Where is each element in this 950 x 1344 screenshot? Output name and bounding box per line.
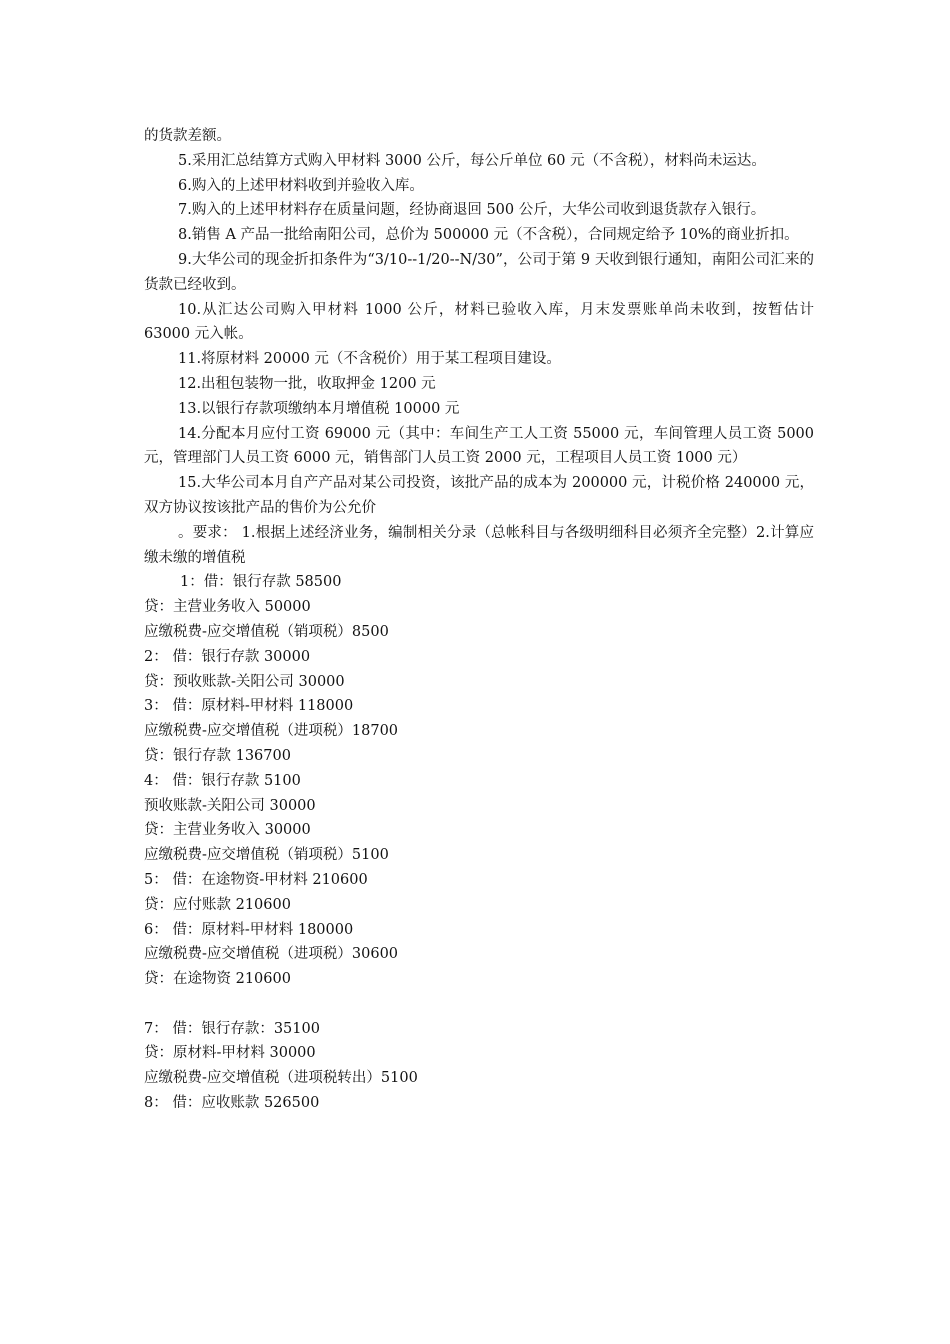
text-line: 贷：主营业务收入 30000 [144,822,311,839]
text-line: 15.大华公司本月自产产品对某公司投资，该批产品的成本为 200000 元，计税价格 240000 元，双方协议按该批产品的售价为公允价 [144,475,814,516]
text-line: 应缴税费-应交增值税（销项税）5100 [144,847,389,864]
text-line: 13.以银行存款项缴纳本月增值税 10000 元 [178,400,460,417]
text-line: 3： 借：原材料-甲材料 118000 [144,698,354,715]
text-line: 11.将原材料 20000 元（不含税价）用于某工程项目建设。 [178,351,561,368]
text-line: 应缴税费-应交增值税（进项税）30600 [144,946,399,963]
text-line: 6.购入的上述甲材料收到并验收入库。 [178,177,424,194]
text-line: 8： 借：应收账款 526500 [144,1095,320,1112]
text-line: 7： 借：银行存款：35100 [144,1020,320,1037]
document-page [144,124,814,1116]
text-line: 12.出租包装物一批，收取押金 1200 元 [178,375,436,392]
text-line: 9.大华公司的现金折扣条件为“3/10--1/20--N/30”，公司于第 9 天收到银行通知，南阳公司汇来的货款已经收到。 [144,251,814,293]
text-line: 6： 借：原材料-甲材料 180000 [144,921,354,938]
text-line: 应缴税费-应交增值税（进项税转出）5100 [144,1070,418,1087]
text-line: 2： 借：银行存款 30000 [144,648,311,665]
text-line: 贷：在途物资 210600 [144,971,291,988]
text-line: 贷：主营业务收入 50000 [144,599,311,616]
text-line: 1：借：银行存款 58500 [180,574,342,591]
text-line: 8.销售 A 产品一批给南阳公司，总价为 500000 元（不含税），合同规定给予 10%的商业折扣。 [178,227,799,244]
text-line: 应缴税费-应交增值税（销项税）8500 [144,623,389,640]
text-line: 7.购入的上述甲材料存在质量问题，经协商退回 500 公斤，大华公司收到退货款存入银行。 [178,202,766,219]
text-line: 预收账款-关阳公司 30000 [144,797,316,814]
text-line: 贷：银行存款 136700 [144,747,291,764]
text-line: 贷：预收账款-关阳公司 30000 [144,673,345,690]
text-line: 贷：应付账款 210600 [144,896,291,913]
text-line: 5： 借：在途物资-甲材料 210600 [144,871,368,888]
blank-line [144,992,814,1017]
text-line: 4： 借：银行存款 5100 [144,772,301,789]
text-line: 应缴税费-应交增值税（进项税）18700 [144,723,399,740]
text-line: 贷：原材料-甲材料 30000 [144,1045,316,1062]
text-line: 。要求： 1.根据上述经济业务，编制相关分录（总帐科目与各级明细科目必须齐全完整）2.计算应缴未缴的增值税 [144,524,814,566]
text-line: 的货款差额。 [144,128,231,144]
text-line: 14.分配本月应付工资 69000 元（其中：车间生产工人工资 55000 元，车间管理人员工资 5000 元，管理部门人员工资 6000 元，销售部门人员工资 2000 元，工程项目人员工资 1000 元） [144,425,814,467]
text-line: 10.从汇达公司购入甲材料 1000 公斤，材料已验收入库，月末发票账单尚未收到，按暂估计 63000 元入帐。 [144,301,814,343]
text-line: 5.采用汇总结算方式购入甲材料 3000 公斤，每公斤单位 60 元（不含税），材料尚未运达。 [178,152,766,169]
